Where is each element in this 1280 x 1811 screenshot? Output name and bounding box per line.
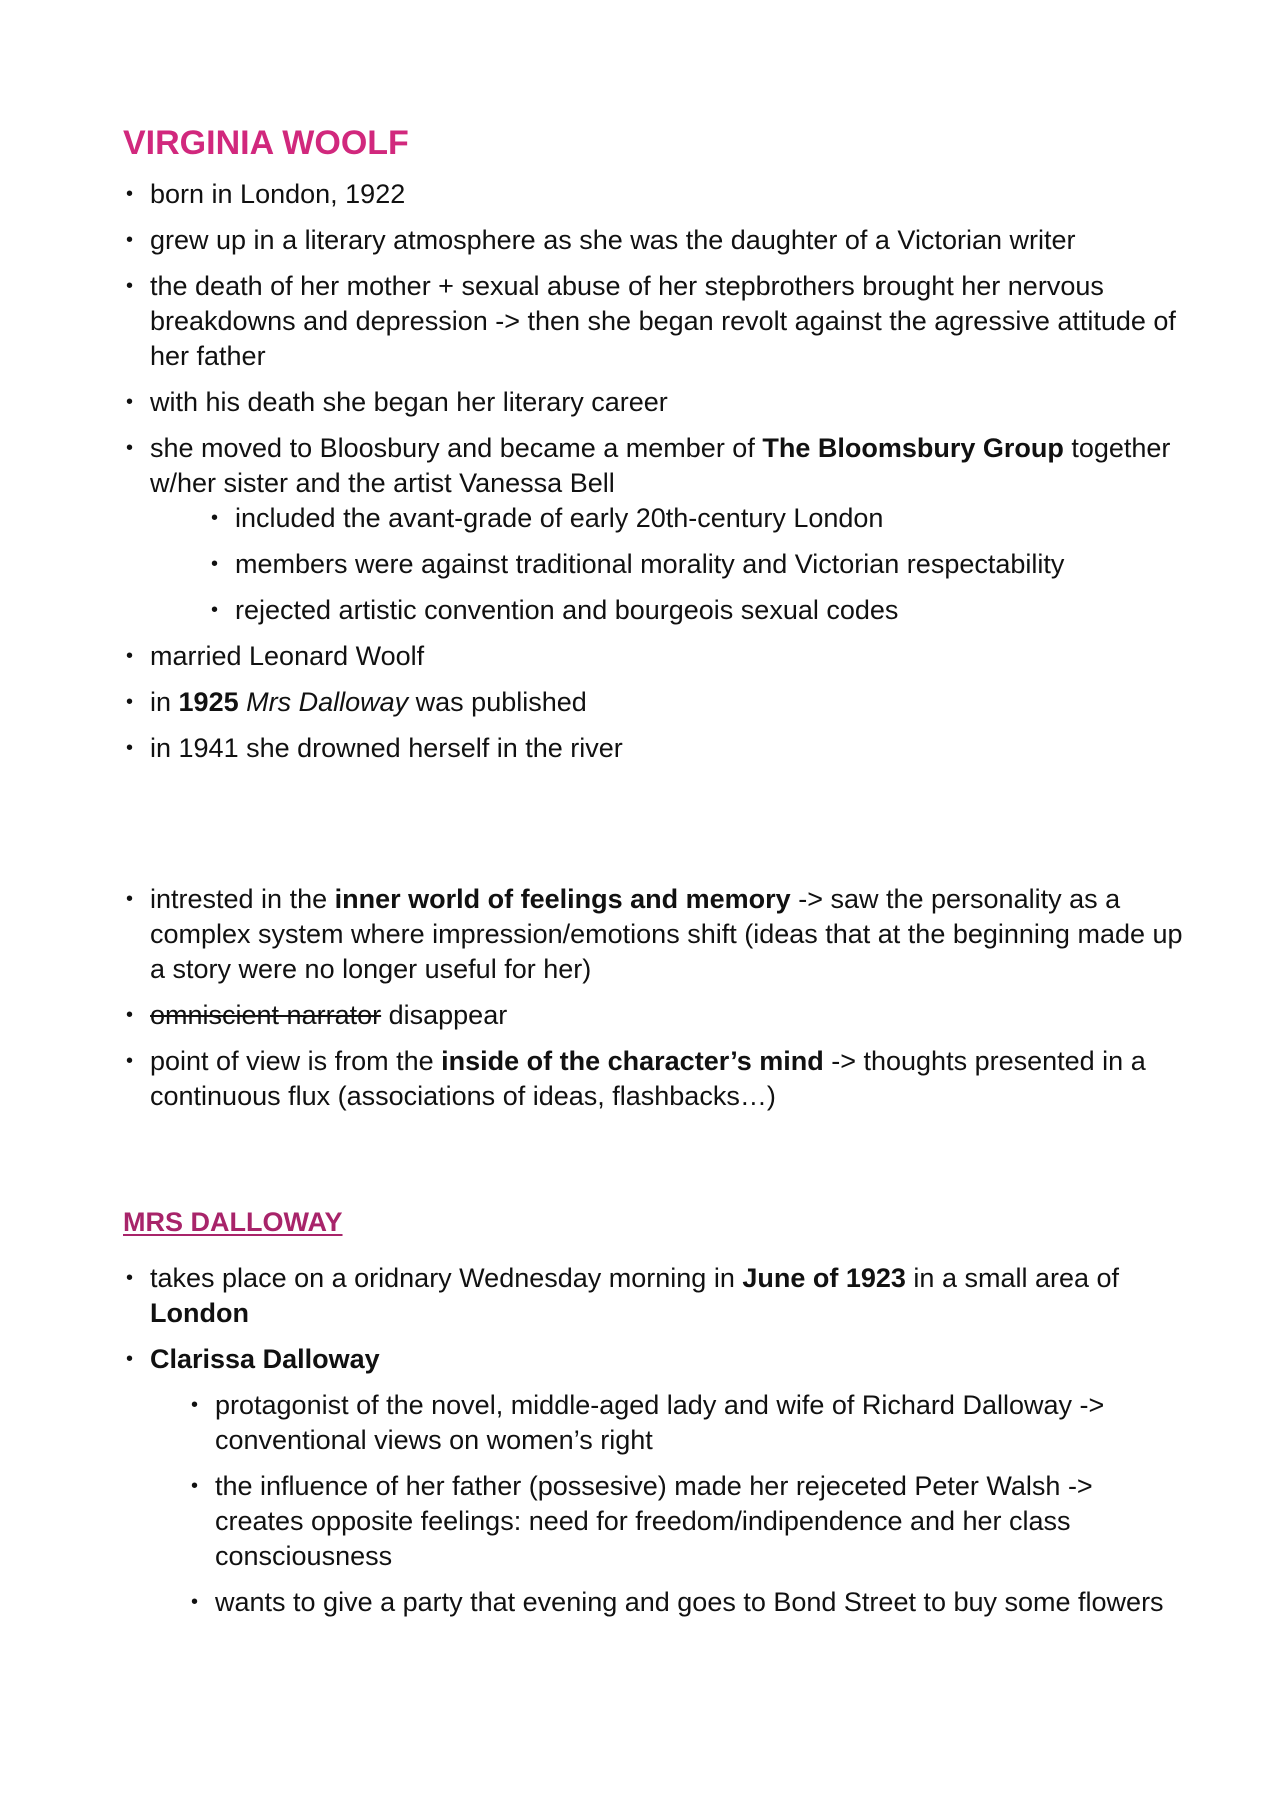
list-item <box>123 385 1183 420</box>
sub-list-item <box>188 1469 1183 1574</box>
bullet-text: wants to give a party that evening and goes to Bond Street to buy some flowers <box>215 1587 1164 1617</box>
space <box>239 687 247 717</box>
bullet-text: the influence of her father (possesive) made her rejeceted Peter Walsh -> creates opposite feelings: need for freedom/indipendence and her class consciousness <box>215 1471 1093 1571</box>
section-title-virginia-woolf: VIRGINIA WOOLF <box>123 124 409 162</box>
sub-list-item <box>208 547 1183 582</box>
list-item <box>123 685 1183 720</box>
bullet-text: takes place on a oridnary Wednesday morning in <box>150 1263 743 1293</box>
bloomsbury-sublist <box>208 501 1183 628</box>
list-item <box>123 639 1183 674</box>
bullet-text: with his death she began her literary career <box>150 387 668 417</box>
mrs-dalloway-list <box>123 1261 1183 1631</box>
list-item <box>123 1261 1183 1331</box>
bold-term: inside of the character’s mind <box>441 1046 824 1076</box>
bullet-text: members were against traditional morality and Victorian respectability <box>235 549 1065 579</box>
sub-list-item <box>188 1585 1183 1620</box>
biography-list <box>123 177 1183 777</box>
bold-term: inner world of feelings and memory <box>334 884 791 914</box>
list-item <box>123 998 1183 1033</box>
bullet-text: disappear <box>381 1000 508 1030</box>
list-item <box>123 269 1183 374</box>
bullet-text: was published <box>408 687 587 717</box>
list-item <box>123 1044 1183 1114</box>
bullet-text: included the avant-grade of early 20th-century London <box>235 503 884 533</box>
bullet-text: rejected artistic convention and bourgeois sexual codes <box>235 595 899 625</box>
bullet-text: protagonist of the novel, middle-aged lady and wife of Richard Dalloway -> conventional views on women’s right <box>215 1390 1105 1455</box>
sub-list-item <box>208 501 1183 536</box>
sub-list-item <box>208 593 1183 628</box>
bold-year: 1925 <box>178 687 239 717</box>
list-item <box>123 223 1183 258</box>
bullet-text: she moved to Bloosbury and became a member of <box>150 433 763 463</box>
bullet-text: together w/her sister and the artist Vanessa Bell <box>150 433 1171 498</box>
section-title-mrs-dalloway: MRS DALLOWAY <box>123 1207 343 1237</box>
list-item <box>123 731 1183 766</box>
struck-text: omniscient narrator <box>150 1000 382 1030</box>
bullet-text: in 1941 she drowned herself in the river <box>150 733 623 763</box>
bullet-text: grew up in a literary atmosphere as she was the daughter of a Victorian writer <box>150 225 1076 255</box>
bullet-text: -> thoughts presented in a continuous flux (associations of ideas, flashbacks…) <box>150 1046 1146 1111</box>
bullet-text: in <box>150 687 179 717</box>
bullet-text: the death of her mother + sexual abuse of her stepbrothers brought her nervous breakdowns and depression -> then she began revolt against the agressive attitude of her father <box>150 271 1176 371</box>
bold-date: June of 1923 <box>742 1263 906 1293</box>
bullet-text: intrested in the <box>150 884 335 914</box>
clarissa-sublist <box>188 1388 1183 1620</box>
bullet-text: in a small area of <box>905 1263 1120 1293</box>
bullet-text: born in London, 1922 <box>150 179 406 209</box>
bullet-text: -> saw the personality as a complex system where impression/emotions shift (ideas that at the beginning made up a story were no longer useful for her) <box>150 884 1183 984</box>
style-list <box>123 882 1183 1125</box>
sub-list-item <box>188 1388 1183 1458</box>
list-item <box>123 882 1183 987</box>
bold-place: London <box>150 1298 249 1328</box>
bullet-text: point of view is from the <box>150 1046 442 1076</box>
list-item <box>123 177 1183 212</box>
bullet-text: married Leonard Woolf <box>150 641 425 671</box>
bold-character: Clarissa Dalloway <box>150 1344 380 1374</box>
list-item-clarissa <box>123 1342 1183 1620</box>
italic-title: Mrs Dalloway <box>246 687 409 717</box>
list-item-bloomsbury <box>123 431 1183 628</box>
bold-term: The Bloomsbury Group <box>762 433 1064 463</box>
